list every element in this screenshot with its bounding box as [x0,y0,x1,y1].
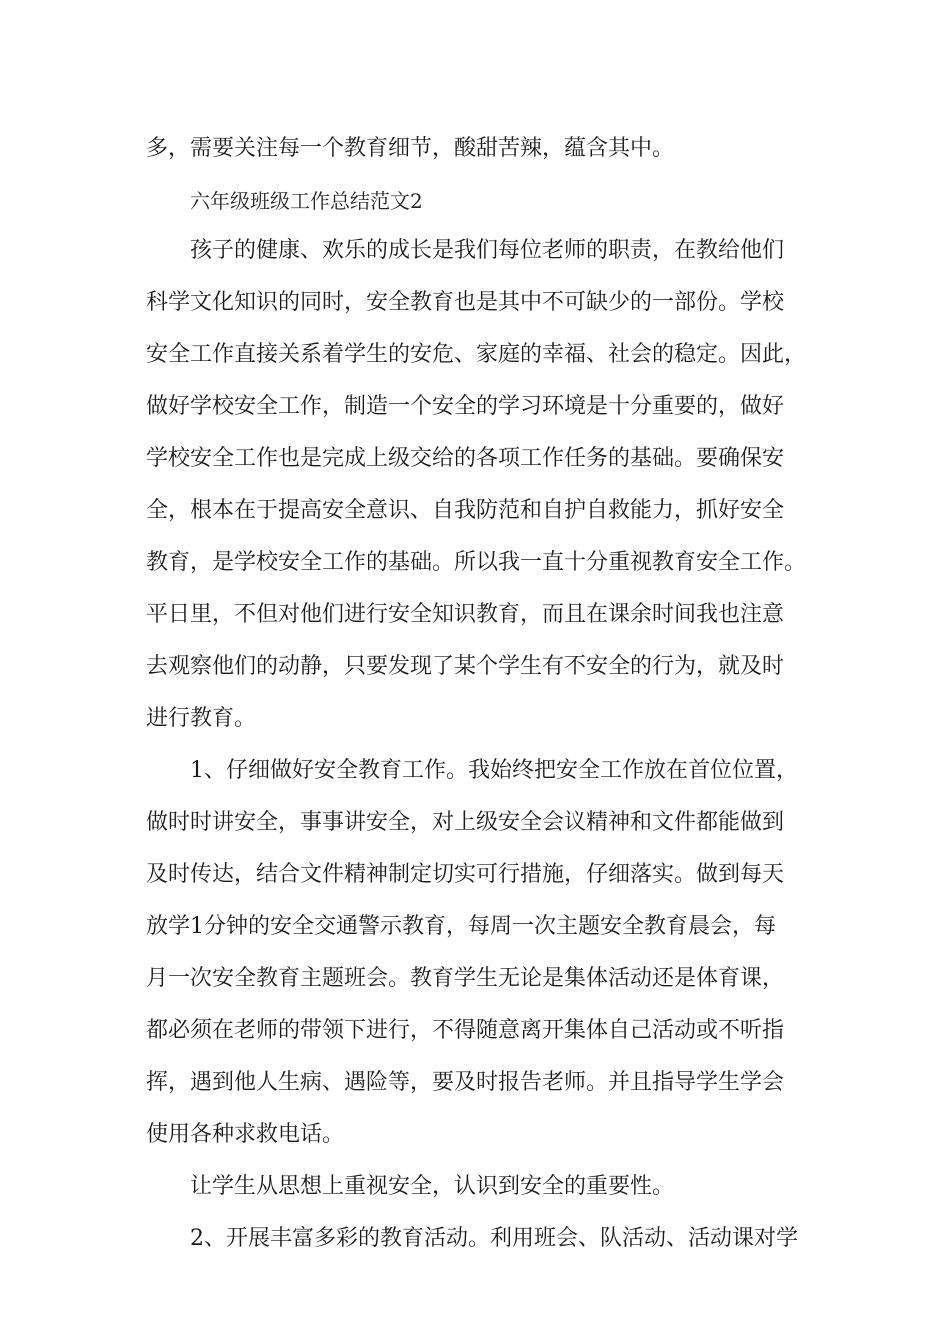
section-title: 六年级班级工作总结范文2 [190,189,423,213]
text-line: 安全工作直接关系着学生的安危、家庭的幸福、社会的稳定。因此， [146,342,807,367]
text-line: 使用各种求救电话。 [146,1122,345,1147]
text-line: 挥，遇到他人生病、遇险等，要及时报告老师。并且指导学生学会 [146,1070,785,1095]
text-line: 科学文化知识的同时，安全教育也是其中不可缺少的一部份。学校 [146,290,785,315]
text-line: 都必须在老师的带领下进行，不得随意离开集体自己活动或不听指 [146,1018,785,1043]
text-line: 进行教育。 [146,706,257,731]
text-line: 全，根本在于提高安全意识、自我防范和自护自救能力，抓好安全 [146,498,785,523]
text-line: 及时传达，结合文件精神制定切实可行措施，仔细落实。做到每天 [146,862,785,887]
text-line: 做时时讲安全，事事讲安全，对上级安全会议精神和文件都能做到 [146,810,785,835]
text-line: 放学1分钟的安全交通警示教育，每周一次主题安全教育晨会，每 [146,914,776,939]
text-line: 教育，是学校安全工作的基础。所以我一直十分重视教育安全工作。 [146,550,807,575]
text-line: 1、仔细做好安全教育工作。我始终把安全工作放在首位位置， [190,758,798,783]
text-line: 2、开展丰富多彩的教育活动。利用班会、队活动、活动课对学 [190,1226,798,1251]
text-line: 平日里，不但对他们进行安全知识教育，而且在课余时间我也注意 [146,602,785,627]
text-line: 让学生从思想上重视安全，认识到安全的重要性。 [190,1174,675,1199]
text-line: 学校安全工作也是完成上级交给的各项工作任务的基础。要确保安 [146,446,785,471]
text-line: 月一次安全教育主题班会。教育学生无论是集体活动还是体育课， [146,966,785,991]
text-line: 孩子的健康、欢乐的成长是我们每位老师的职责，在教给他们 [190,238,785,263]
text-line: 去观察他们的动静，只要发现了某个学生有不安全的行为，就及时 [146,654,785,679]
text-line: 多，需要关注每一个教育细节，酸甜苦辣，蕴含其中。 [146,136,675,161]
text-line: 做好学校安全工作，制造一个安全的学习环境是十分重要的，做好 [146,394,785,419]
